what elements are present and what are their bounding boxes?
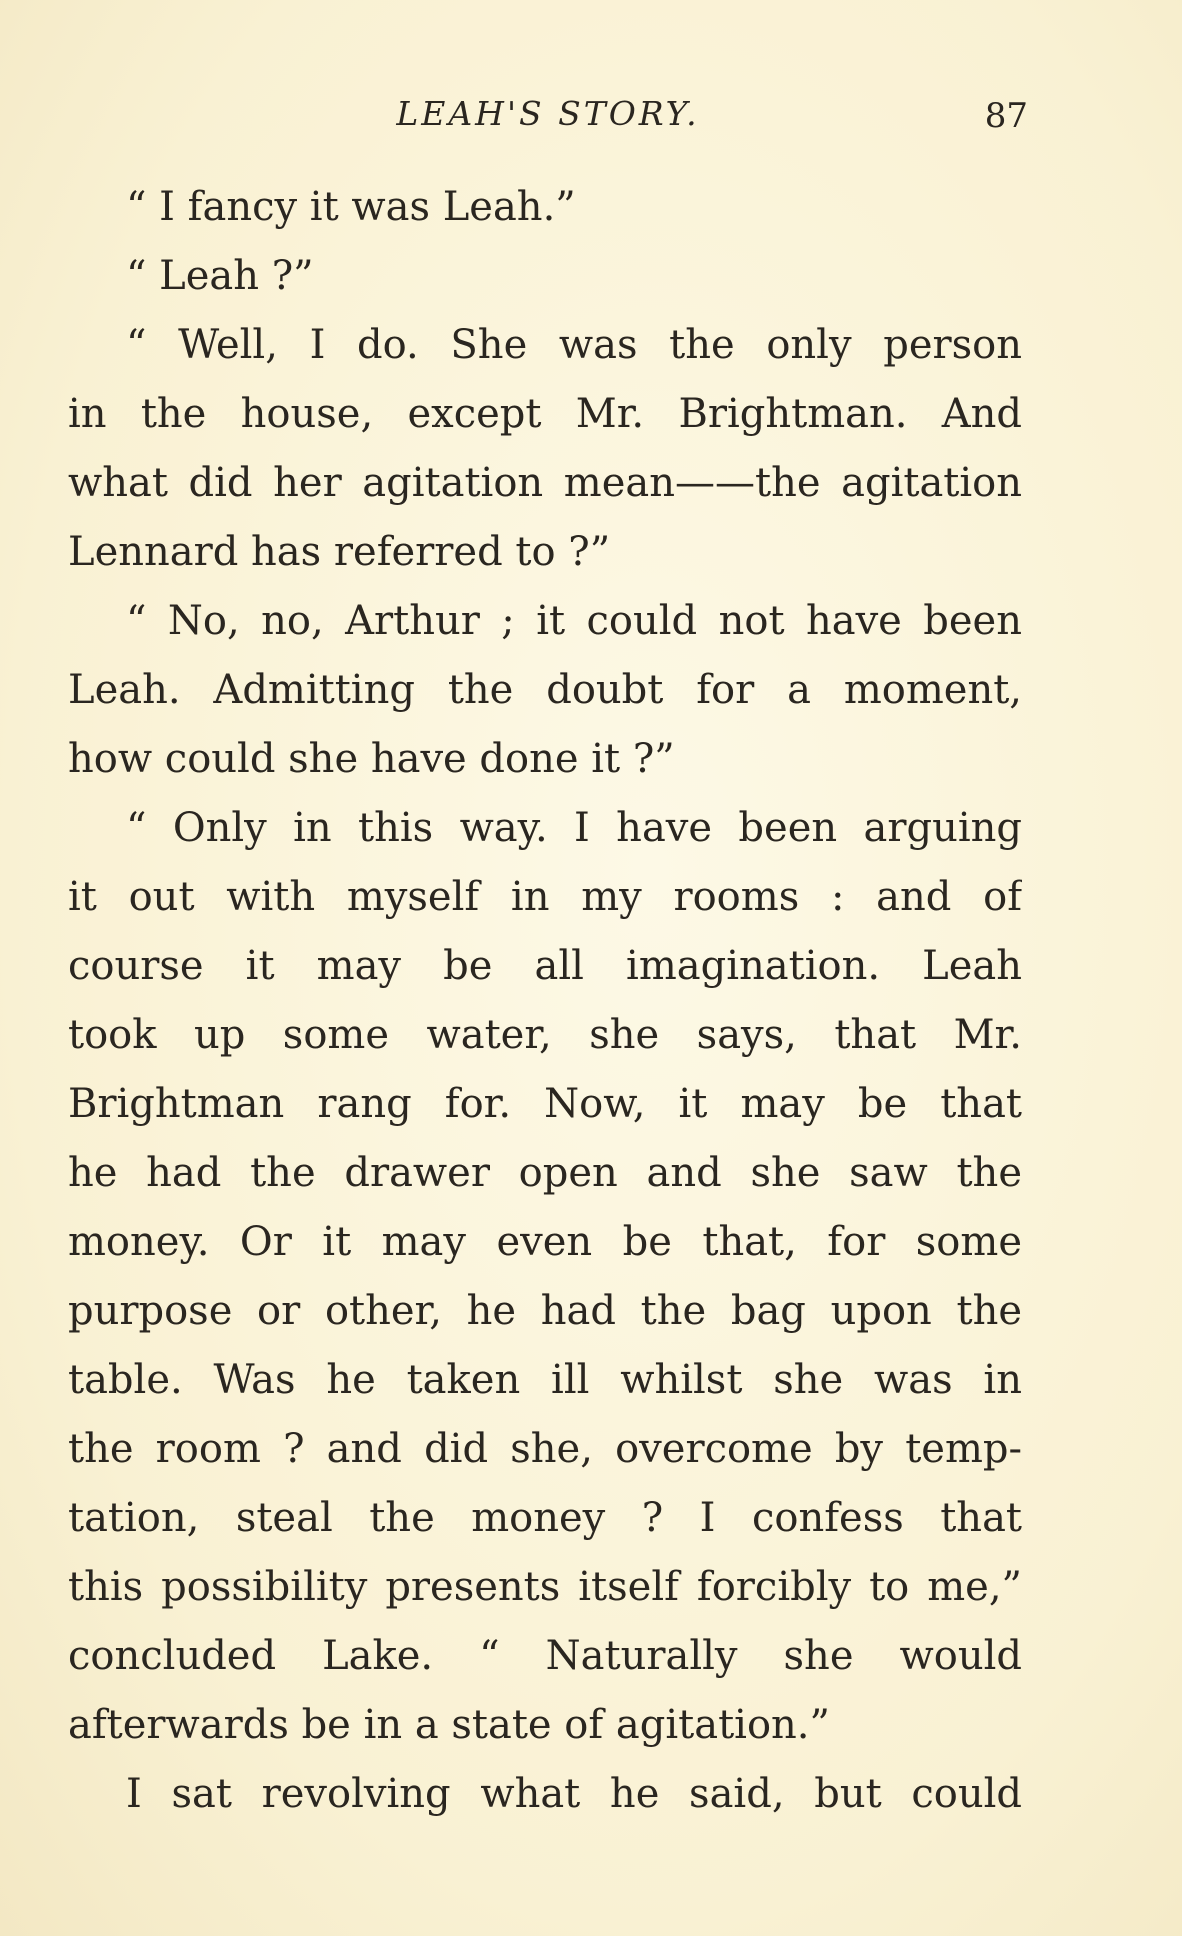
text-line: purpose or other, he had the bag upon the	[68, 1288, 1022, 1334]
text-line: took up some water, she says, that Mr.	[68, 1012, 1022, 1058]
text-line: Lennard has referred to ?”	[68, 529, 611, 575]
text-line: Brightman rang for. Now, it may be that	[68, 1081, 1022, 1127]
page-number: 87	[984, 96, 1028, 136]
running-title: LEAH'S STORY.	[396, 94, 700, 133]
text-line: “ Well, I do. She was the only person	[126, 322, 1022, 368]
text-line: “ Only in this way. I have been arguing	[126, 805, 1022, 851]
text-line: table. Was he taken ill whilst she was in	[68, 1357, 1022, 1403]
text-line: “ Leah ?”	[126, 253, 314, 299]
body-text	[68, 173, 1022, 1829]
text-line: it out with myself in my rooms : and of	[68, 874, 1022, 920]
text-line: money. Or it may even be that, for some	[68, 1219, 1022, 1265]
text-line: the room ? and did she, overcome by temp-	[68, 1426, 1022, 1472]
text-line: he had the drawer open and she saw the	[68, 1150, 1022, 1196]
text-line: tation, steal the money ? I confess that	[68, 1495, 1022, 1541]
text-line: this possibility presents itself forcibly to me,”	[68, 1564, 1022, 1610]
text-line: how could she have done it ?”	[68, 736, 675, 782]
text-line: I sat revolving what he said, but could	[126, 1771, 1022, 1817]
text-line: Leah. Admitting the doubt for a moment,	[68, 667, 1022, 713]
text-line: what did her agitation mean——the agitation	[68, 460, 1022, 506]
text-line: “ No, no, Arthur ; it could not have been	[126, 598, 1022, 644]
page-header	[68, 88, 1028, 140]
text-line: “ I fancy it was Leah.”	[126, 184, 576, 230]
text-line: afterwards be in a state of agitation.”	[68, 1702, 830, 1748]
text-line: course it may be all imagination. Leah	[68, 943, 1022, 989]
text-line: in the house, except Mr. Brightman. And	[68, 391, 1022, 437]
text-line: concluded Lake. “ Naturally she would	[68, 1633, 1022, 1679]
